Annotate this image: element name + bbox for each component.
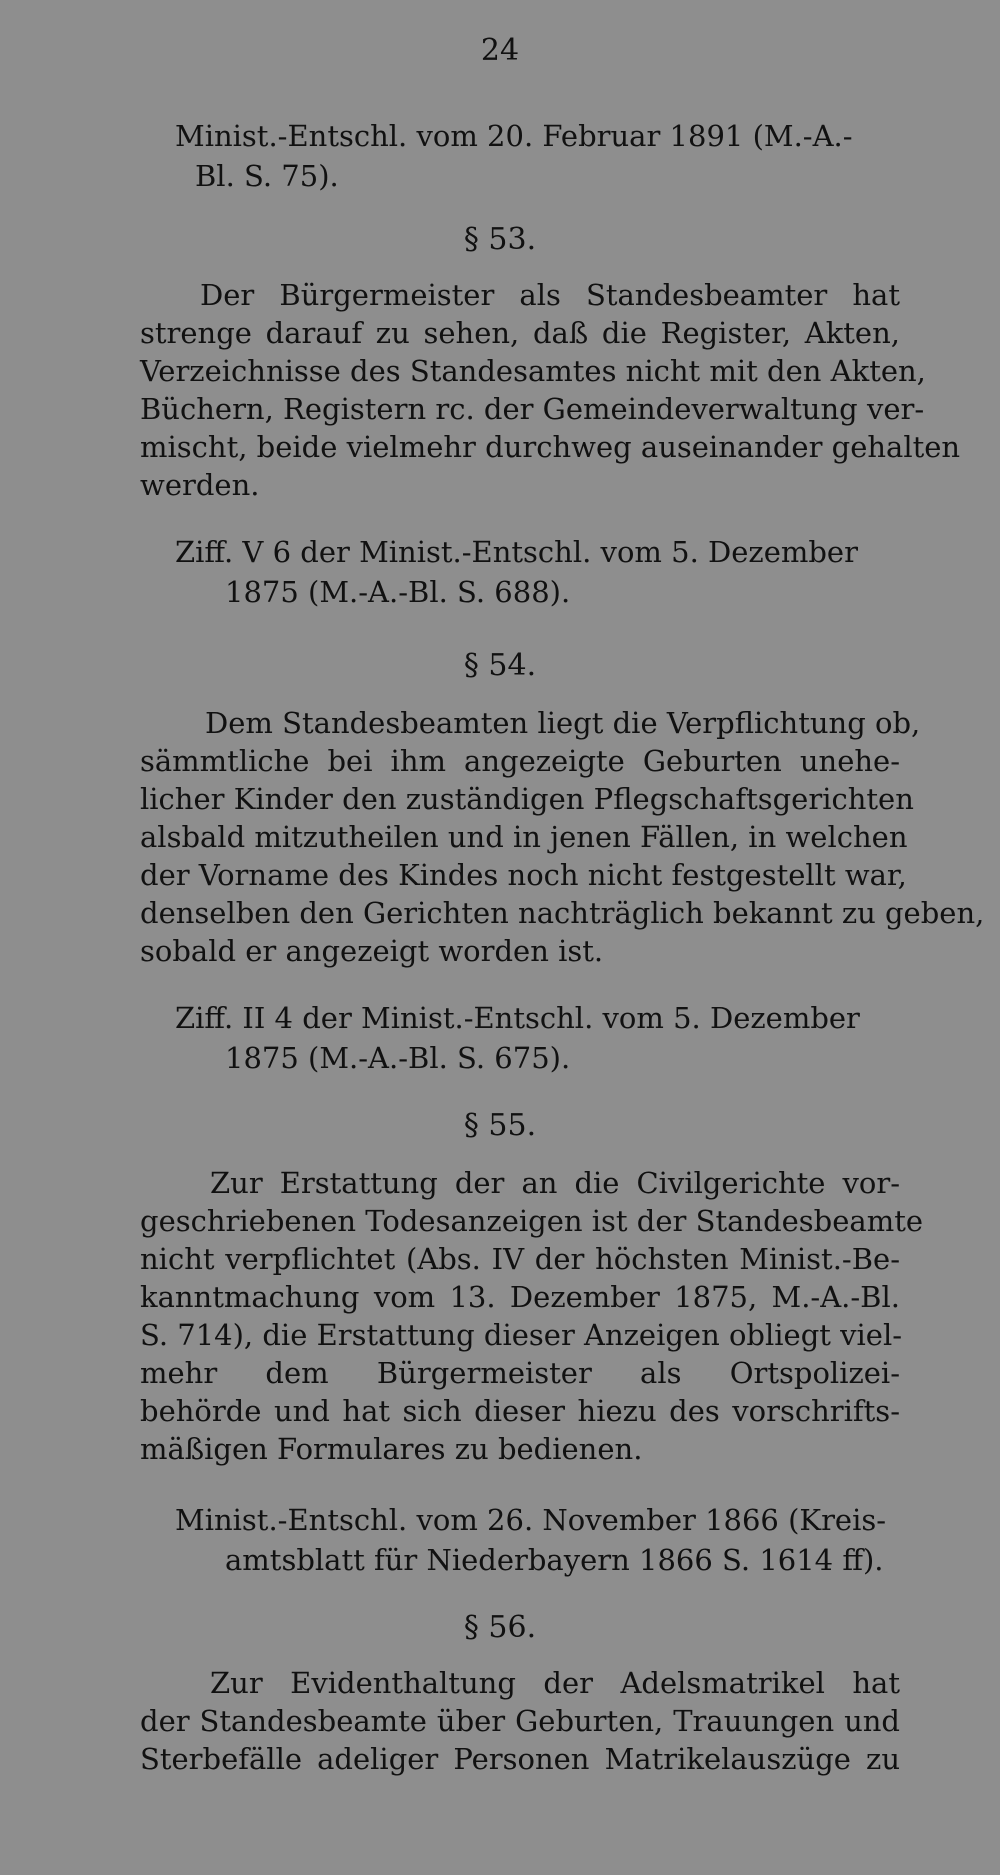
citation-line: Ziff. V 6 der Minist.-Entschl. vom 5. Dezember: [175, 535, 858, 569]
citation-line: Ziff. II 4 der Minist.-Entschl. vom 5. Dezember: [175, 1001, 860, 1035]
section-53-citation: [0, 532, 900, 612]
section-53-body: [140, 276, 961, 504]
section-55-citation: [0, 1500, 900, 1580]
text-line: Sterbefälle adeliger Personen Matrikelauszüge zu: [140, 1742, 900, 1776]
text-line: Verzeichnisse des Standesamtes nicht mit den Akten,: [140, 354, 926, 388]
text-line: werden.: [140, 468, 260, 502]
text-line: licher Kinder den zuständigen Pflegschaftsgerichten: [140, 782, 914, 816]
text-line: kanntmachung vom 13. Dezember 1875, M.-A.-Bl.: [140, 1280, 900, 1314]
text-line: Der Bürgermeister als Standesbeamter hat: [200, 278, 900, 312]
text-line: behörde und hat sich dieser hiezu des vorschrifts-: [140, 1394, 900, 1428]
text-line: sobald er angezeigt worden ist.: [140, 934, 604, 968]
text-line: mehr dem Bürgermeister als Ortspolizei-: [140, 1356, 900, 1390]
section-54-body: [140, 704, 985, 970]
section-54-citation: [0, 998, 900, 1078]
text-line: Zur Erstattung der an die Civilgerichte vor-: [210, 1166, 900, 1200]
text-line: alsbald mitzutheilen und in jenen Fällen, in welchen: [140, 820, 908, 854]
text-line: der Vorname des Kindes noch nicht festgestellt war,: [140, 858, 907, 892]
citation-line: 1875 (M.-A.-Bl. S. 688).: [225, 575, 571, 609]
section-heading-56: § 56.: [463, 1610, 537, 1645]
text-line: geschriebenen Todesanzeigen ist der Standesbeamte: [140, 1204, 924, 1238]
text-line: mischt, beide vielmehr durchweg auseinander gehalten: [140, 430, 961, 464]
section-heading-55: § 55.: [463, 1108, 537, 1143]
section-55-body: [140, 1164, 924, 1468]
page-number: 24: [480, 33, 520, 68]
section-56-body: [140, 1664, 900, 1778]
text-line: der Standesbeamte über Geburten, Trauungen und: [140, 1704, 900, 1738]
intro-citation: [0, 116, 900, 196]
text-line: nicht verpflichtet (Abs. IV der höchsten Minist.-Be-: [140, 1242, 900, 1276]
citation-line: 1875 (M.-A.-Bl. S. 675).: [225, 1041, 571, 1075]
section-heading-53: § 53.: [463, 222, 537, 257]
text-line: mäßigen Formulares zu bedienen.: [140, 1432, 643, 1466]
text-line: Büchern, Registern rc. der Gemeindeverwaltung ver-: [140, 392, 925, 426]
citation-line: Minist.-Entschl. vom 20. Februar 1891 (M.-A.-: [175, 119, 853, 153]
citation-line: amtsblatt für Niederbayern 1866 S. 1614 ff).: [225, 1543, 884, 1577]
text-line: denselben den Gerichten nachträglich bekannt zu geben,: [140, 896, 985, 930]
text-line: sämmtliche bei ihm angezeigte Geburten unehe-: [140, 744, 900, 778]
citation-line: Bl. S. 75).: [195, 159, 339, 193]
citation-line: Minist.-Entschl. vom 26. November 1866 (Kreis-: [175, 1503, 887, 1537]
text-line: strenge darauf zu sehen, daß die Register, Akten,: [140, 316, 900, 350]
text-line: Zur Evidenthaltung der Adelsmatrikel hat: [210, 1666, 900, 1700]
text-line: S. 714), die Erstattung dieser Anzeigen obliegt viel-: [140, 1318, 903, 1352]
text-line: Dem Standesbeamten liegt die Verpflichtung ob,: [205, 706, 921, 740]
section-heading-54: § 54.: [463, 648, 537, 683]
